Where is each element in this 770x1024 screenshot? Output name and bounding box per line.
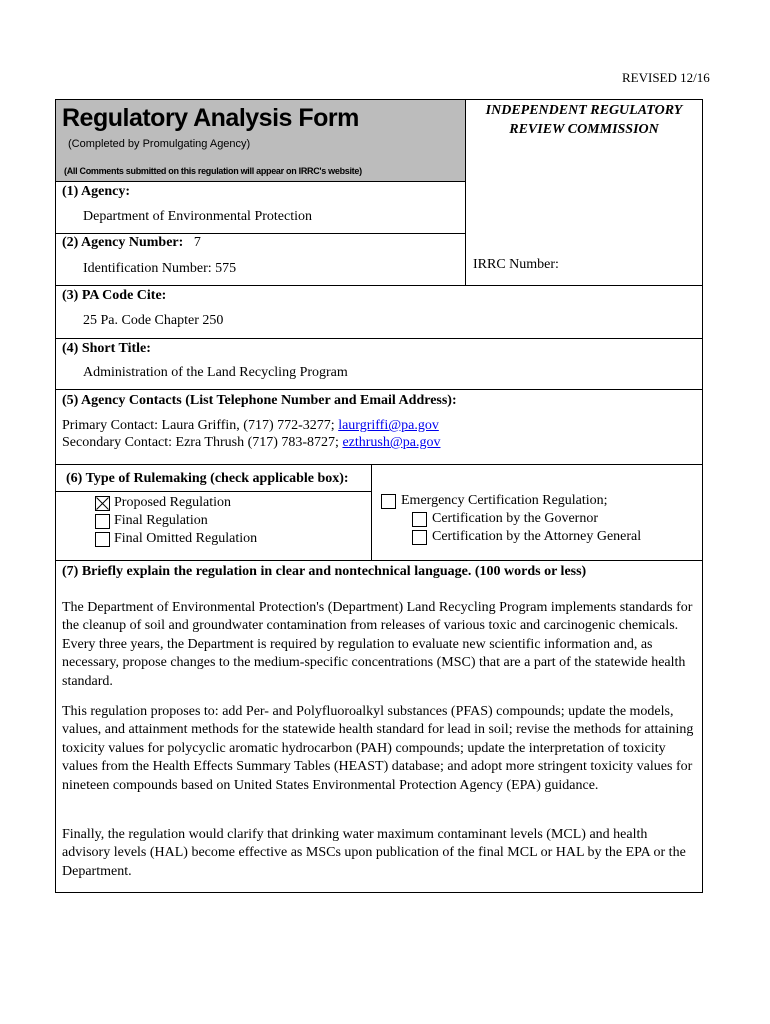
secondary-contact: Secondary Contact: Ezra Thrush (717) 783-8727; ezthrush@pa.gov xyxy=(62,435,441,450)
explanation-label: (7) Briefly explain the regulation in clear and nontechnical language. (100 words or less) xyxy=(62,564,587,579)
emergency-certification-label: Emergency Certification Regulation; xyxy=(401,493,608,508)
pa-code-label: (3) PA Code Cite: xyxy=(62,288,167,303)
proposed-regulation-checkbox[interactable] xyxy=(95,496,110,511)
irrc-heading: INDEPENDENT REGULATORY REVIEW COMMISSION xyxy=(485,103,683,137)
pa-code-value: 25 Pa. Code Chapter 250 xyxy=(83,313,224,328)
primary-email-link[interactable]: laurgriffi@pa.gov xyxy=(338,418,439,433)
agency-number-row xyxy=(62,235,201,251)
proposed-regulation-label: Proposed Regulation xyxy=(114,495,232,510)
primary-contact: Primary Contact: Laura Griffin, (717) 772-3277; laurgriffi@pa.gov xyxy=(62,418,439,433)
agency-value: Department of Environmental Protection xyxy=(83,209,312,224)
form-subtitle: (Completed by Promulgating Agency) xyxy=(68,138,251,150)
final-regulation-checkbox[interactable] xyxy=(95,514,110,529)
explanation-paragraph-2: This regulation proposes to: add Per- and Polyfluoroalkyl substances (PFAS) compounds; update the models, values, and attainment methods for the statewide health standard for lead in soil; revise the methods for attaining toxicity values for polycyclic aromatic hydrocarbon (PAH) compounds; update the interpretation of toxicity values from the Health Effects Summary Tables (HEAST) database; and adopt more stringent toxicity values for nineteen compounds based on United States Environmental Protection Agency (EPA) guidance. xyxy=(62,704,694,793)
identification-number: Identification Number: 575 xyxy=(83,261,237,276)
final-omitted-label: Final Omitted Regulation xyxy=(114,531,258,546)
short-title-label: (4) Short Title: xyxy=(62,341,151,356)
short-title-value: Administration of the Land Recycling Program xyxy=(83,365,348,380)
attorney-certification-checkbox[interactable] xyxy=(412,530,427,545)
governor-certification-checkbox[interactable] xyxy=(412,512,427,527)
secondary-email-link[interactable]: ezthrush@pa.gov xyxy=(342,435,441,450)
form-title: Regulatory Analysis Form xyxy=(62,104,359,132)
governor-certification-label: Certification by the Governor xyxy=(432,511,599,526)
explanation-paragraph-1: The Department of Environmental Protection's (Department) Land Recycling Program implements standards for the cleanup of soil and groundwater contamination from releases of various toxic and carcinogenic chemicals. Every three years, the Department is required by regulation to evaluate new scientific information and, as necessary, propose changes to the medium-specific concentrations (MSC) that are a part of the statewide health standard. xyxy=(62,600,693,689)
explanation-paragraph-3: Finally, the regulation would clarify that drinking water maximum contaminant levels (MCL) and health advisory levels (HAL) become effective as MSCs upon publication of the final MCL or HAL by the EPA or the Department. xyxy=(62,827,686,879)
contacts-label: (5) Agency Contacts (List Telephone Number and Email Address): xyxy=(62,393,457,408)
agency-label: (1) Agency: xyxy=(62,184,131,199)
final-regulation-label: Final Regulation xyxy=(114,513,208,528)
irrc-number-label: IRRC Number: xyxy=(473,257,559,272)
attorney-certification-label: Certification by the Attorney General xyxy=(432,529,642,544)
comments-notice: (All Comments submitted on this regulation will appear on IRRC's website) xyxy=(64,166,362,176)
emergency-certification-checkbox[interactable] xyxy=(381,494,396,509)
rulemaking-label: (6) Type of Rulemaking (check applicable box): xyxy=(66,471,349,486)
agency-number-label: (2) Agency Number: xyxy=(62,235,184,250)
final-omitted-checkbox[interactable] xyxy=(95,532,110,547)
revision-label: REVISED 12/16 xyxy=(622,70,710,85)
agency-number-value: 7 xyxy=(193,235,201,250)
